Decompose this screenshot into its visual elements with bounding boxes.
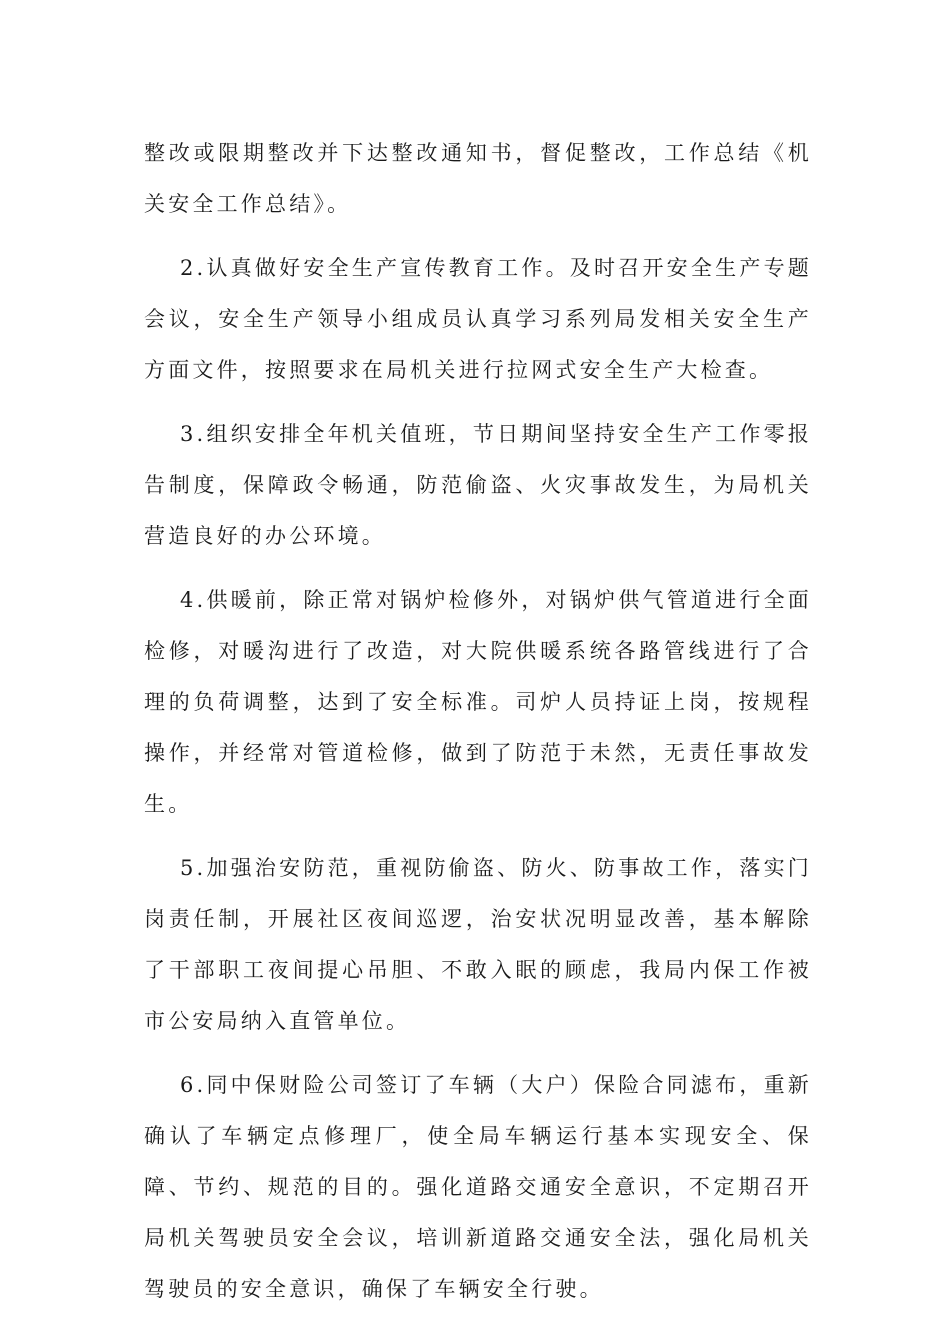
paragraph-continuation: 整改或限期整改并下达整改通知书，督促整改，工作总结《机关安全工作总结》。 — [144, 141, 812, 216]
paragraph-item-5: 5.加强治安防范，重视防偷盗、防火、防事故工作，落实门岗责任制，开展社区夜间巡逻，治安状况明显改善，基本解除了干部职工夜间提心吊胆、不敢入眠的顾虑，我局内保工作被市公安局纳入直管单位。 — [144, 856, 812, 1033]
paragraph-item-4: 4.供暖前，除正常对锅炉检修外，对锅炉供气管道进行全面检修，对暖沟进行了改造，对大院供暖系统各路管线进行了合理的负荷调整，达到了安全标准。司炉人员持证上岗，按规程操作，并经常对管道检修，做到了防范于未然，无责任事故发生。 — [144, 588, 812, 816]
paragraph-item-3: 3.组织安排全年机关值班，节日期间坚持安全生产工作零报告制度，保障政令畅通，防范偷盗、火灾事故发生，为局机关营造良好的办公环境。 — [144, 422, 812, 548]
document-body — [144, 128, 812, 1328]
paragraph-item-2: 2.认真做好安全生产宣传教育工作。及时召开安全生产专题会议，安全生产领导小组成员认真学习系列局发相关安全生产方面文件，按照要求在局机关进行拉网式安全生产大检查。 — [144, 256, 812, 382]
paragraph-item-6: 6.同中保财险公司签订了车辆（大户）保险合同滤布，重新确认了车辆定点修理厂，使全局车辆运行基本实现安全、保障、节约、规范的目的。强化道路交通安全意识，不定期召开局机关驾驶员安全会议，培训新道路交通安全法，强化局机关驾驶员的安全意识，确保了车辆安全行驶。 — [144, 1073, 812, 1301]
